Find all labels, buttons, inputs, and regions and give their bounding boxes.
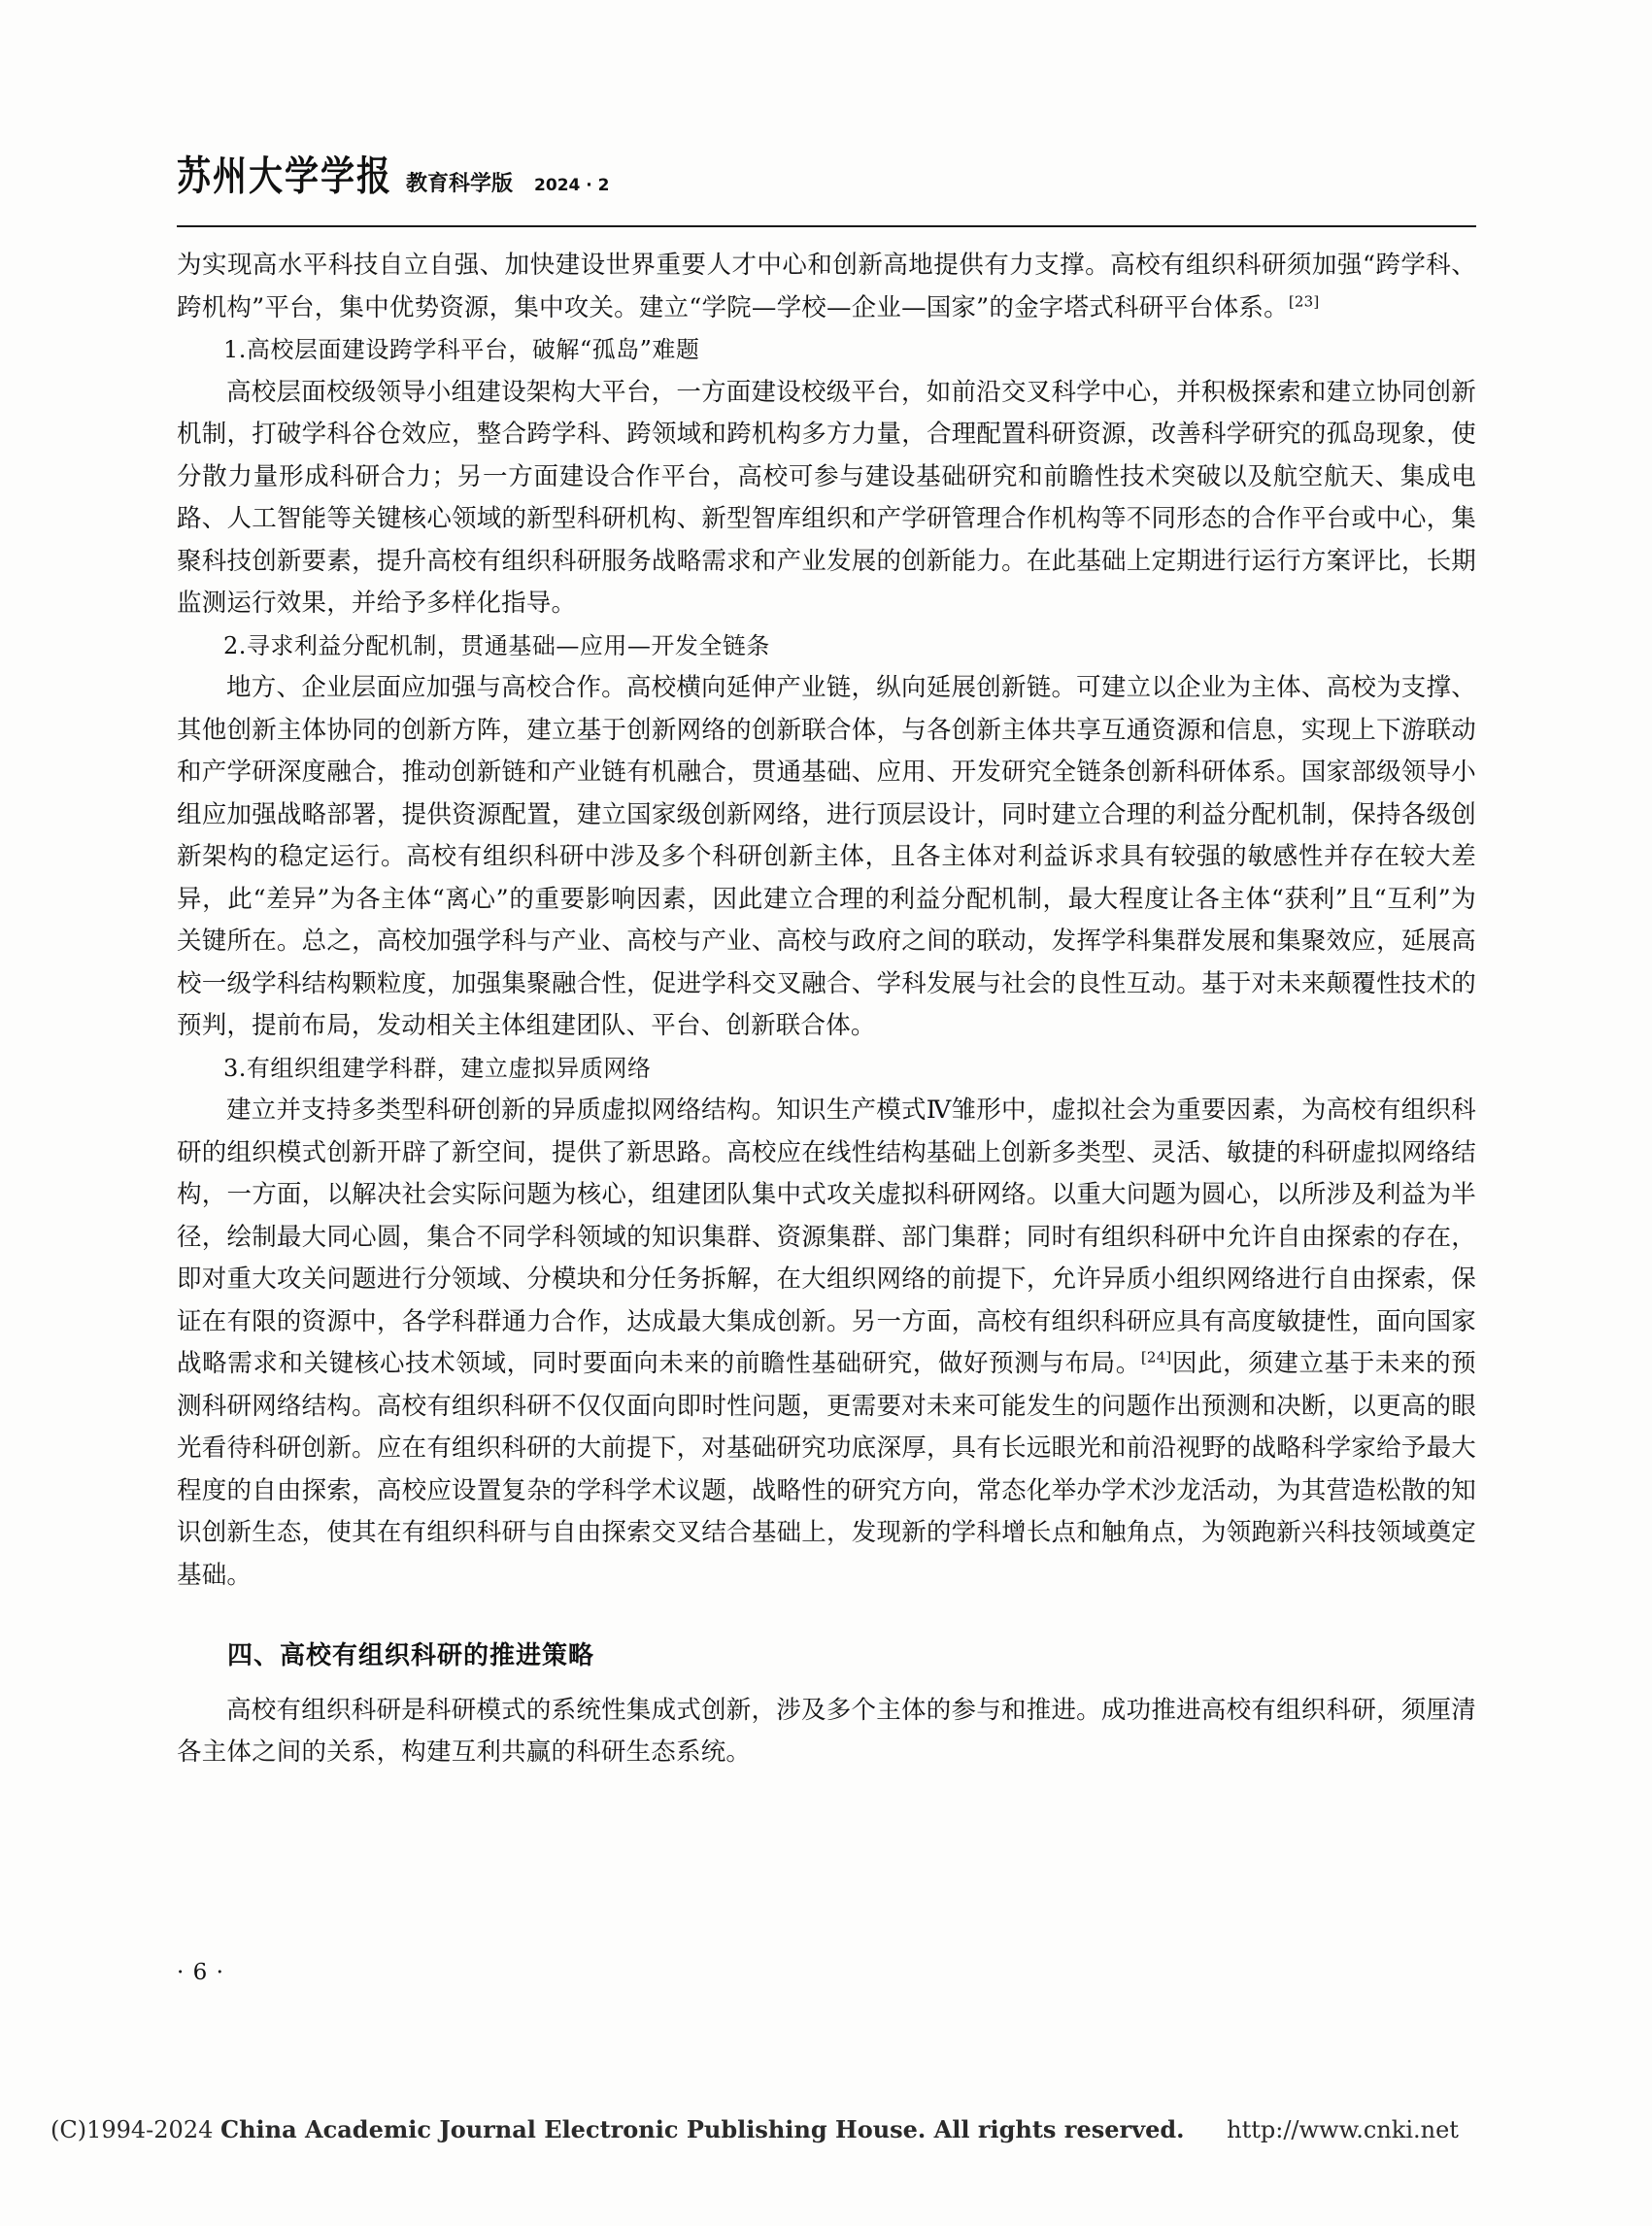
reference-marker-23: [23] bbox=[1288, 292, 1320, 310]
journal-edition: 教育科学版 bbox=[406, 172, 514, 196]
page-header bbox=[177, 152, 1478, 201]
journal-issue: 2024 · 2 bbox=[534, 176, 610, 195]
subheading-2: 2.寻求利益分配机制，贯通基础—应用—开发全链条 bbox=[223, 631, 770, 659]
copyright-publisher: China Academic Journal Electronic Publishing House. All rights reserved. bbox=[220, 2115, 1185, 2143]
heading-spacer bbox=[177, 1678, 1476, 1690]
section-heading: 四、高校有组织科研的推进策略 bbox=[227, 1641, 595, 1670]
paragraph-1-text: 为实现高水平科技自立自强、加快建设世界重要人才中心和创新高地提供有力支撑。高校有组织科研须加强“跨学科、跨机构”平台，集中优势资源，集中攻关。建立“学院—学校—企业—国家”的金字塔式科研平台体系。 bbox=[177, 251, 1476, 322]
page-number: · 6 · bbox=[177, 1960, 224, 1985]
footer-copyright bbox=[51, 2115, 1604, 2143]
paragraph-3: 地方、企业层面应加强与高校合作。高校横向延伸产业链，纵向延展创新链。可建立以企业为主体、高校为支撑、其他创新主体协同的创新方阵，建立基于创新网络的创新联合体，与各创新主体共享互通资源和信息，实现上下游联动和产学研深度融合，推动创新链和产业链有机融合，贯通基础、应用、开发研究全链条创新科研体系。国家部级领导小组应加强战略部署，提供资源配置，建立国家级创新网络，进行顶层设计，同时建立合理的利益分配机制，保持各级创新架构的稳定运行。高校有组织科研中涉及多个科研创新主体，且各主体对利益诉求具有较强的敏感性并存在较大差异，此“差异”为各主体“离心”的重要影响因素，因此建立合理的利益分配机制，最大程度让各主体“获利”且“互利”为关键所在。总之，高校加强学科与产业、高校与产业、高校与政府之间的联动，发挥学科集群发展和集聚效应，延展高校一级学科结构颗粒度，加强集聚融合性，促进学科交叉融合、学科发展与社会的良性互动。基于对未来颠覆性技术的预判，提前布局，发动相关主体组建团队、平台、创新联合体。 bbox=[177, 673, 1476, 1040]
cnki-url: http://www.cnki.net bbox=[1227, 2116, 1459, 2143]
paragraph-1 bbox=[177, 245, 1476, 329]
header-divider bbox=[177, 225, 1476, 227]
reference-marker-24: [24] bbox=[1140, 1348, 1172, 1366]
paragraph-4 bbox=[177, 1090, 1476, 1597]
copyright-years: (C)1994-2024 bbox=[51, 2116, 214, 2143]
paragraph-5: 高校有组织科研是科研模式的系统性集成式创新，涉及多个主体的参与和推进。成功推进高校有组织科研，须厘清各主体之间的关系，构建互利共赢的科研生态系统。 bbox=[177, 1695, 1476, 1767]
journal-name: 苏州大学学报 bbox=[177, 152, 393, 201]
section-spacer bbox=[177, 1597, 1476, 1636]
article-body bbox=[177, 245, 1476, 1774]
subheading-1: 1.高校层面建设跨学科平台，破解“孤岛”难题 bbox=[223, 336, 700, 363]
paragraph-4-part-b: 因此，须建立基于未来的预测科研网络结构。高校有组织科研不仅仅面向即时性问题，更需要对未来可能发生的问题作出预测和决断，以更高的眼光看待科研创新。应在有组织科研的大前提下，对基础研究功底深厚，具有长远眼光和前沿视野的战略科学家给予最大程度的自由探索，高校应设置复杂的学科学术议题，战略性的研究方向，常态化举办学术沙龙活动，为其营造松散的知识创新生态，使其在有组织科研与自由探索交叉结合基础上，发现新的学科增长点和触角点，为领跑新兴科技领域奠定基础。 bbox=[177, 1349, 1476, 1590]
subheading-3: 3.有组织组建学科群，建立虚拟异质网络 bbox=[223, 1054, 652, 1082]
paragraph-2: 高校层面校级领导小组建设架构大平台，一方面建设校级平台，如前沿交叉科学中心，并积极探索和建立协同创新机制，打破学科谷仓效应，整合跨学科、跨领域和跨机构多方力量，合理配置科研资源，改善科学研究的孤岛现象，使分散力量形成科研合力；另一方面建设合作平台，高校可参与建设基础研究和前瞻性技术突破以及航空航天、集成电路、人工智能等关键核心领域的新型科研机构、新型智库组织和产学研管理合作机构等不同形态的合作平台或中心，集聚科技创新要素，提升高校有组织科研服务战略需求和产业发展的创新能力。在此基础上定期进行运行方案评比，长期监测运行效果，并给予多样化指导。 bbox=[177, 377, 1476, 618]
paragraph-4-part-a: 建立并支持多类型科研创新的异质虚拟网络结构。知识生产模式Ⅳ雏形中，虚拟社会为重要因素，为高校有组织科研的组织模式创新开辟了新空间，提供了新思路。高校应在线性结构基础上创新多类型、灵活、敏捷的科研虚拟网络结构，一方面，以解决社会实际问题为核心，组建团队集中式攻关虚拟科研网络。以重大问题为圆心，以所涉及利益为半径，绘制最大同心圆，集合不同学科领域的知识集群、资源集群、部门集群；同时有组织科研中允许自由探索的存在，即对重大攻关问题进行分领域、分模块和分任务拆解，在大组织网络的前提下，允许异质小组织网络进行自由探索，保证在有限的资源中，各学科群通力合作，达成最大集成创新。另一方面，高校有组织科研应具有高度敏捷性，面向国家战略需求和关键核心技术领域，同时要面向未来的前瞻性基础研究，做好预测与布局。 bbox=[177, 1096, 1476, 1378]
